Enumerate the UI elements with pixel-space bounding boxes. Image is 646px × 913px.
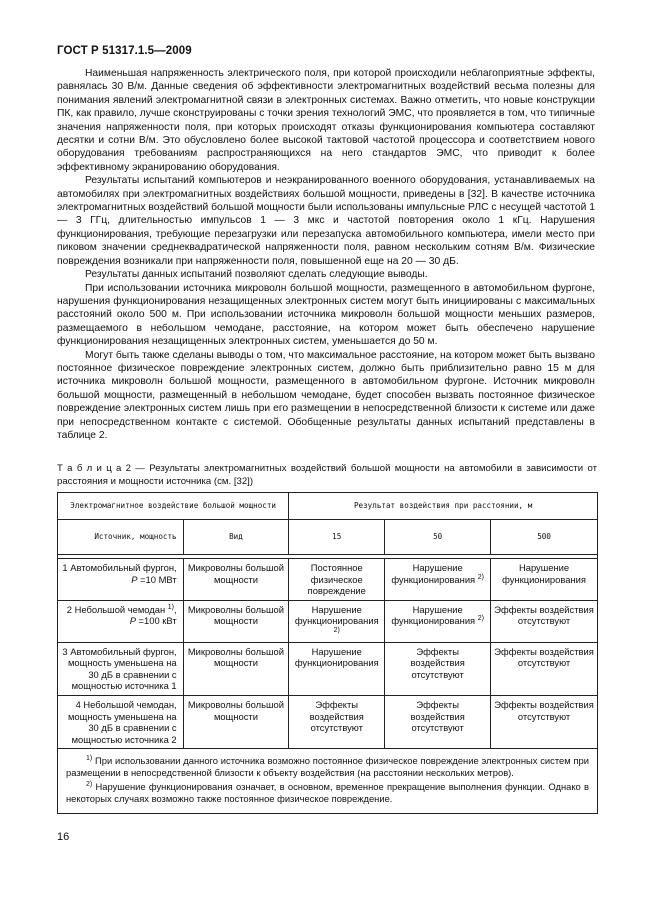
row-kind: Микроволны большой мощности — [183, 559, 289, 601]
footnote: $^{2)}$ Нарушение функционирования означает, в основном, временное прекращение выполнения функции. Однако в некоторых случаях возможно также постоянное физическое повреждение. — [66, 781, 589, 805]
row-kind: Микроволны большой мощности — [183, 695, 289, 748]
page-number: 16 — [57, 831, 70, 843]
table-row — [58, 600, 598, 642]
footnote: $^{1)}$ При использовании данного источника возможно постоянное физическое повреждение электронных систем при размещении в непосредственной близости к объекту воздействия (на расстоянии нескольких метров). — [66, 755, 589, 779]
header-effect: Электромагнитное воздействие большой мощности — [58, 493, 289, 520]
row-result-50: Нарушение функционирования $^{2)}$ — [385, 600, 491, 642]
col-distance-500: 500 — [491, 520, 598, 555]
row-result-500: Эффекты воздействия отсутствуют — [491, 642, 598, 695]
table-row — [58, 642, 598, 695]
col-source: Источник, мощность — [58, 520, 184, 555]
row-source: 1 Автомобильный фургон, P =10 МВт — [58, 559, 184, 601]
row-kind: Микроволны большой мощности — [183, 600, 289, 642]
row-result-15: Нарушение функционирования — [289, 642, 385, 695]
row-result-15: Эффекты воздействия отсутствуют — [289, 695, 385, 748]
table-notes — [58, 749, 598, 814]
table-subheader-row — [58, 520, 598, 555]
col-distance-50: 50 — [385, 520, 491, 555]
body-text — [57, 67, 595, 442]
col-kind: Вид — [183, 520, 289, 555]
row-result-50: Нарушение функционирования $^{2)}$ — [385, 559, 491, 601]
row-source: 2 Небольшой чемодан $^{1)}$, P =100 кВт — [58, 600, 184, 642]
table-notes-row — [58, 749, 598, 814]
table-header-row — [58, 493, 598, 520]
table-row — [58, 559, 598, 601]
paragraph: Могут быть также сделаны выводы о том, что максимальное расстояние, на котором может быть вызвано постоянное физическое повреждение электронных систем, должно быть приблизительно равно 15 м для источника микроволн большой мощности, размещенного в автомобильном фургоне. Источник микроволн большой мощности, размещенный в небольшом чемодане, будет способен вызвать постоянное физическое повреждение электронных систем лишь при его размещении в непосредственной близости к системе или даже при непосредственном контакте с системой. Обобщенные результаты данных испытаний представлены в таблице 2. — [57, 349, 595, 441]
row-source: 3 Автомобильный фургон, мощность уменьшена на 30 дБ в сравнении с мощностью источника 1 — [58, 642, 184, 695]
paragraph: Наименьшая напряженность электрического поля, при которой происходили неблагоприятные эффекты, равнялась 30 В/м. Данные сведения об эффективности электромагнитных воздействий весьма полезны для понимания явлений электромагнитной связи в электронных системах. Важно отметить, что новые конструкции ПК, как правило, лучше сконструированы с точки зрения технологий ЭМС, что проявляется в том, что типичные значения напряженности поля, при которых происходят отказы функционирования компьютера составляют десятки и сотни В/м. Это обусловлено более высокой тактовой частотой процессора и соответствием нового оборудования требованиям распространяющихся на него стандартов ЭМС, что приводит к более эффективному экранированию оборудования. — [57, 68, 595, 173]
row-kind: Микроволны большой мощности — [183, 642, 289, 695]
paragraph: Результаты данных испытаний позволяют сделать следующие выводы. — [85, 269, 428, 281]
table-caption: Т а б л и ц а 2 — Результаты электромагнитных воздействий большой мощности на автомобили в зависимости от расстояния и мощности источника (см. [32]) — [57, 463, 597, 487]
document-header: ГОСТ Р 51317.1.5—2009 — [57, 45, 192, 57]
paragraph: При использовании источника микроволн большой мощности, размещенного в автомобильном фургоне, нарушения функционирования незащищенных электронных систем могут быть инициированы с максимальных расстояний около 500 м. При использовании источника микроволн большой мощности меньших размеров, размещаемого в небольшом чемодане, расстояние, на котором может быть обеспечено нарушение функционирования незащищенных электронных систем, уменьшается до 50 м. — [57, 282, 595, 348]
table-row — [58, 695, 598, 748]
row-result-500: Нарушение функционирования — [491, 559, 598, 601]
paragraph: Результаты испытаний компьютеров и неэкранированного военного оборудования, устанавливаемых на автомобилях при электромагнитных воздействиях большой мощности, приведены в [32]. В качестве источника электромагнитных воздействий большой мощности были использованы импульсные РЛС с несущей частотой 1 — 3 ГГц, длительностью импульсов 1 — 3 мкс и частотой повторения около 1 кГц. Нарушения функционирования, требующие перезагрузки или перезапуска автомобильного компьютера, имели место при пиковом значении среднеквадратической напряженности поля, равном нескольким сотням В/м. Физические повреждения возникали при напряженности поля, повышенной еще на 20 — 30 дБ. — [57, 175, 595, 267]
row-result-15: Нарушение функционирования $^{2)}$ — [289, 600, 385, 642]
row-result-500: Эффекты воздействия отсутствуют — [491, 600, 598, 642]
results-table — [57, 492, 598, 814]
col-distance-15: 15 — [289, 520, 385, 555]
row-result-15: Постоянное физическое повреждение — [289, 559, 385, 601]
header-result: Результат воздействия при расстоянии, м — [289, 493, 598, 520]
row-source: 4 Небольшой чемодан, мощность уменьшена на 30 дБ в сравнении с мощностью источника 2 — [58, 695, 184, 748]
row-result-500: Эффекты воздействия отсутствуют — [491, 695, 598, 748]
row-result-50: Эффекты воздействия отсутствуют — [385, 695, 491, 748]
row-result-50: Эффекты воздействия отсутствуют — [385, 642, 491, 695]
